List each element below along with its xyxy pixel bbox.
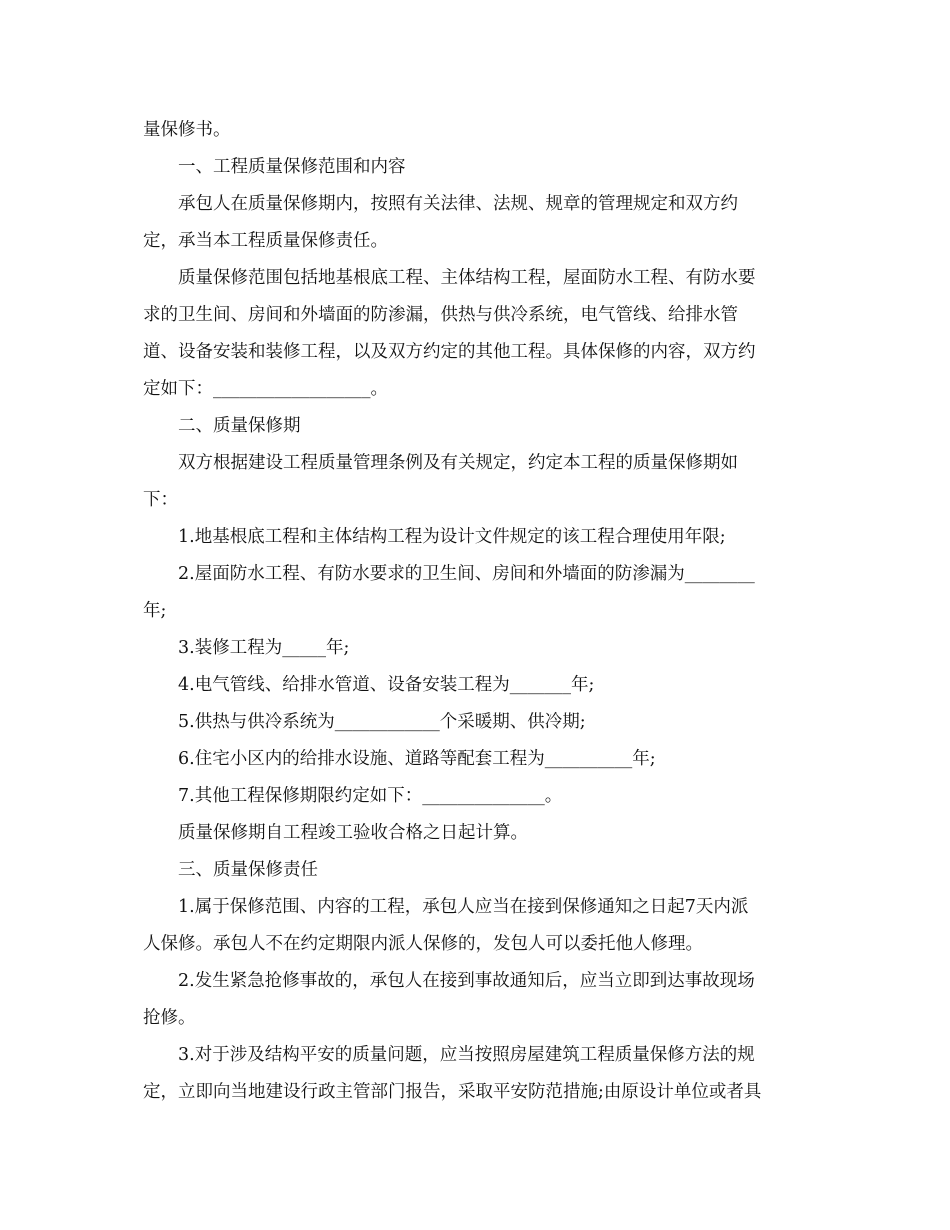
list-item: 5.供热与供冷系统为____________个采暖期、供冷期; bbox=[178, 712, 586, 732]
text-line: 质量保修期自工程竣工验收合格之日起计算。 bbox=[178, 823, 528, 843]
text-line: 定，承当本工程质量保修责任。 bbox=[143, 231, 388, 251]
list-item: 4.电气管线、给排水管道、设备安装工程为_______年; bbox=[178, 675, 595, 695]
text-line: 道、设备安装和装修工程，以及双方约定的其他工程。具体保修的内容，双方约 bbox=[143, 342, 756, 362]
list-item: 3.对于涉及结构平安的质量问题，应当按照房屋建筑工程质量保修方法的规 bbox=[178, 1045, 755, 1065]
text-line: 求的卫生间、房间和外墙面的防渗漏，供热与供冷系统，电气管线、给排水管 bbox=[143, 305, 738, 325]
text-line: 定，立即向当地建设行政主管部门报告，采取平安防范措施;由原设计单位或者具 bbox=[143, 1082, 762, 1102]
section-heading: 三、质量保修责任 bbox=[178, 860, 318, 880]
text-line: 抢修。 bbox=[143, 1008, 196, 1028]
text-line: 承包人在质量保修期内，按照有关法律、法规、规章的管理规定和双方约 bbox=[178, 194, 738, 214]
list-item: 1.地基根底工程和主体结构工程为设计文件规定的该工程合理使用年限; bbox=[178, 527, 726, 547]
text-line: 质量保修范围包括地基根底工程、主体结构工程，屋面防水工程、有防水要 bbox=[178, 268, 756, 288]
section-heading: 一、工程质量保修范围和内容 bbox=[178, 157, 406, 177]
list-item: 6.住宅小区内的给排水设施、道路等配套工程为__________年; bbox=[178, 749, 656, 769]
section-heading: 二、质量保修期 bbox=[178, 416, 301, 436]
text-line: 年; bbox=[143, 601, 167, 621]
list-item: 1.属于保修范围、内容的工程，承包人应当在接到保修通知之日起7天内派 bbox=[178, 897, 749, 917]
text-line: 定如下：__________________。 bbox=[143, 379, 388, 399]
list-item: 7.其他工程保修期限约定如下：______________。 bbox=[178, 786, 563, 806]
list-item: 2.屋面防水工程、有防水要求的卫生间、房间和外墙面的防渗漏为________ bbox=[178, 564, 755, 584]
text-line: 人保修。承包人不在约定期限内派人保修的，发包人可以委托他人修理。 bbox=[143, 934, 703, 954]
list-item: 2.发生紧急抢修事故的，承包人在接到事故通知后，应当立即到达事故现场 bbox=[178, 971, 755, 991]
text-line: 双方根据建设工程质量管理条例及有关规定，约定本工程的质量保修期如 bbox=[178, 453, 738, 473]
list-item: 3.装修工程为_____年; bbox=[178, 638, 350, 658]
text-line: 下： bbox=[143, 490, 178, 510]
text-line: 量保修书。 bbox=[143, 120, 231, 140]
